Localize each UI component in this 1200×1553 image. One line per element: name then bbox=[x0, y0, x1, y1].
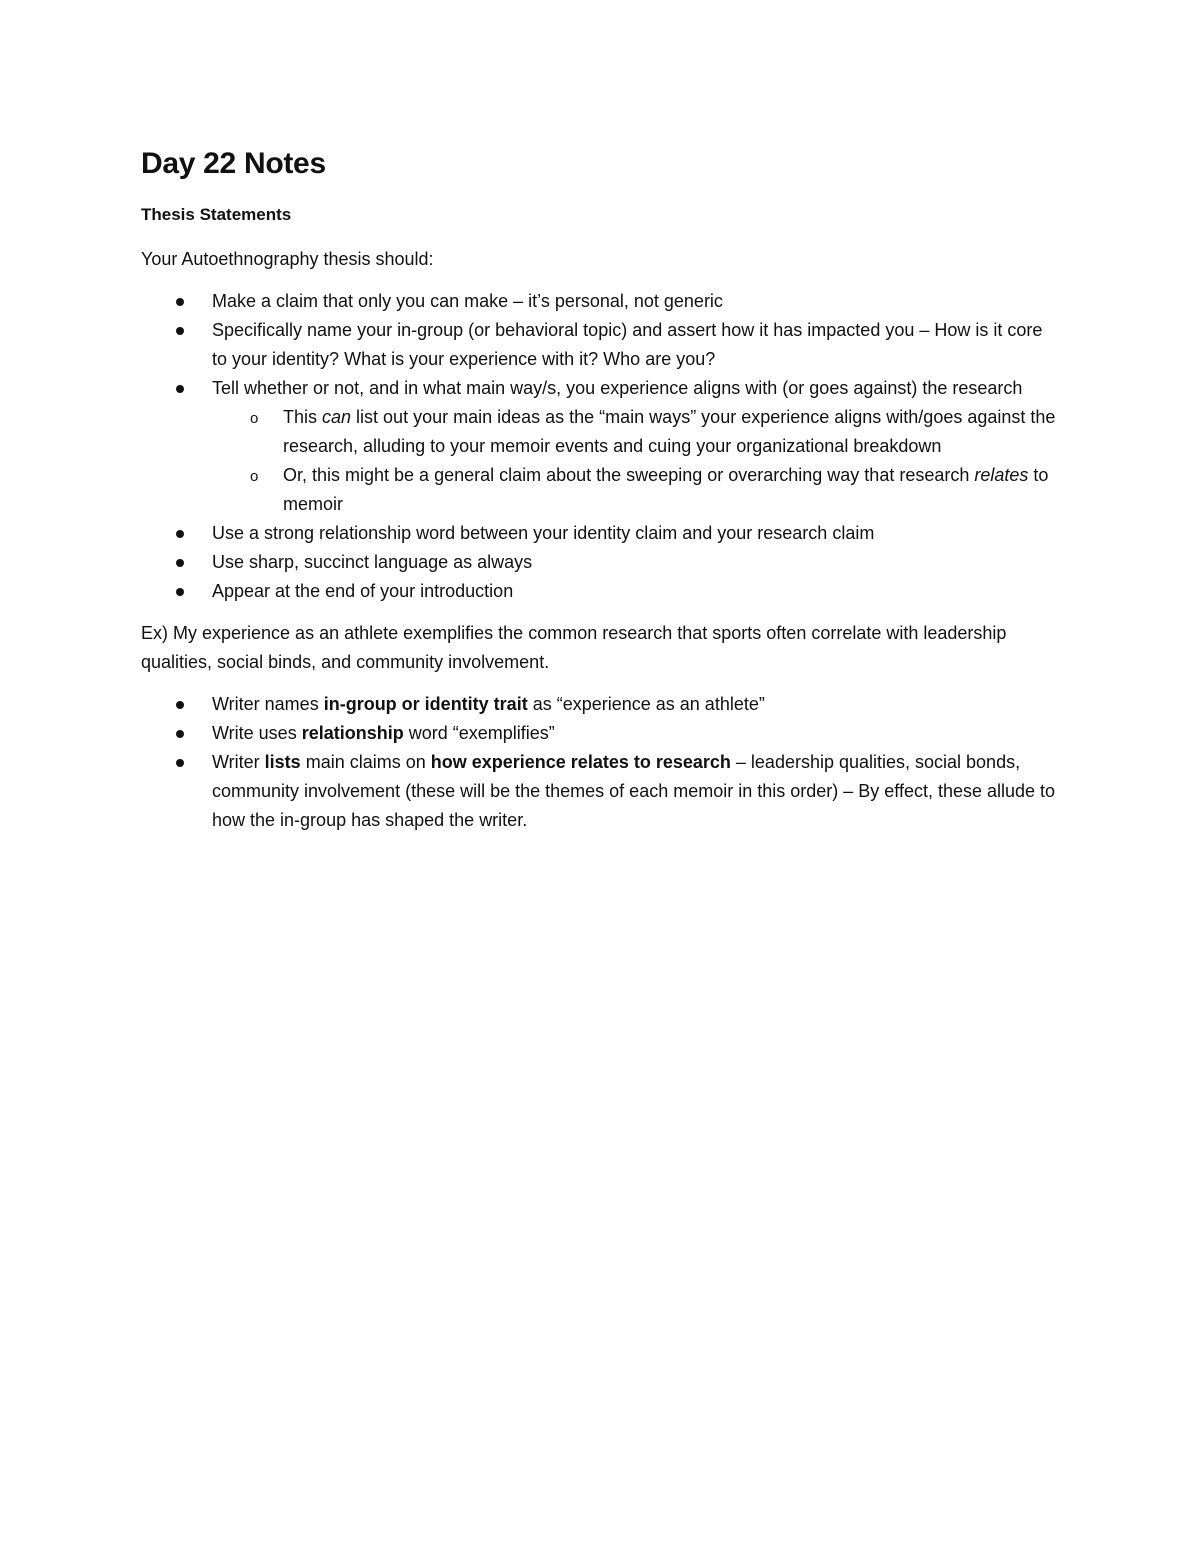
list-item bbox=[141, 719, 1056, 748]
list-item-text: Make a claim that only you can make – it’s personal, not generic bbox=[212, 291, 723, 311]
sub-item-text: list out your main ideas as the “main ways” your experience aligns with/goes against the research, alluding to your memoir events and cuing your organizational breakdown bbox=[283, 407, 1056, 456]
sub-list-item bbox=[212, 403, 1056, 461]
list-item-text: Tell whether or not, and in what main way/s, you experience aligns with (or goes against) the research bbox=[212, 378, 1023, 398]
list-item-text: Use sharp, succinct language as always bbox=[212, 552, 533, 572]
list-item bbox=[141, 316, 1056, 374]
list-item-text: Writer bbox=[212, 752, 265, 772]
list-item bbox=[141, 548, 1056, 577]
list-item bbox=[141, 690, 1056, 719]
bullet-dot-icon bbox=[176, 327, 184, 335]
example-thesis: Ex) My experience as an athlete exemplifies the common research that sports often correlate with leadership qualities, social binds, and community involvement. bbox=[141, 623, 1007, 672]
bold-text: in-group or identity trait bbox=[323, 694, 528, 714]
bullet-dot-icon bbox=[176, 385, 184, 393]
list-item bbox=[141, 519, 1056, 548]
list-item-text: Appear at the end of your introduction bbox=[212, 581, 514, 601]
emphasis-text: relates bbox=[974, 465, 1029, 485]
sub-item-text: This bbox=[283, 407, 323, 427]
sub-bullet-marker: o bbox=[250, 410, 259, 427]
bullet-dot-icon bbox=[176, 559, 184, 567]
analysis-list bbox=[141, 690, 1056, 835]
list-item-text: Writer names bbox=[212, 694, 324, 714]
bullet-dot-icon bbox=[176, 701, 184, 709]
bullet-dot-icon bbox=[176, 298, 184, 306]
list-item-text: Use a strong relationship word between your identity claim and your research claim bbox=[212, 523, 875, 543]
bullet-dot-icon bbox=[176, 730, 184, 738]
list-item bbox=[141, 748, 1056, 835]
bullet-dot-icon bbox=[176, 530, 184, 538]
list-item-text: – leadership qualities, social bonds, community involvement (these will be the themes of each memoir in this order) – By effect, these allude to how the in-group has shaped the writer. bbox=[212, 752, 1056, 830]
bullet-dot-icon bbox=[176, 759, 184, 767]
intro-text: Your Autoethnography thesis should: bbox=[141, 249, 434, 269]
criteria-list bbox=[141, 287, 1056, 606]
bold-text: how experience relates to research bbox=[430, 752, 731, 772]
sub-list bbox=[212, 403, 1056, 519]
list-item-text: Specifically name your in-group (or behavioral topic) and assert how it has impacted you – How is it core to your identity? What is your experience with it? Who are you? bbox=[212, 320, 1043, 369]
bullet-dot-icon bbox=[176, 588, 184, 596]
document-body bbox=[141, 143, 1056, 848]
sub-item-text: to memoir bbox=[283, 465, 1049, 514]
page-title: Day 22 Notes bbox=[141, 147, 326, 180]
section-heading: Thesis Statements bbox=[141, 205, 292, 224]
list-item bbox=[141, 374, 1056, 519]
list-item-text: as “experience as an athlete” bbox=[527, 694, 765, 714]
sub-bullet-marker: o bbox=[250, 468, 259, 485]
list-item bbox=[141, 577, 1056, 606]
sub-item-text: Or, this might be a general claim about the sweeping or overarching way that research bbox=[283, 465, 975, 485]
bold-text: relationship bbox=[301, 723, 404, 743]
bold-text: lists bbox=[264, 752, 301, 772]
list-item bbox=[141, 287, 1056, 316]
emphasis-text: can bbox=[322, 407, 352, 427]
list-item-text: main claims on bbox=[300, 752, 431, 772]
list-item-text: Write uses bbox=[212, 723, 302, 743]
list-item-text: word “exemplifies” bbox=[403, 723, 555, 743]
sub-list-item bbox=[212, 461, 1056, 519]
